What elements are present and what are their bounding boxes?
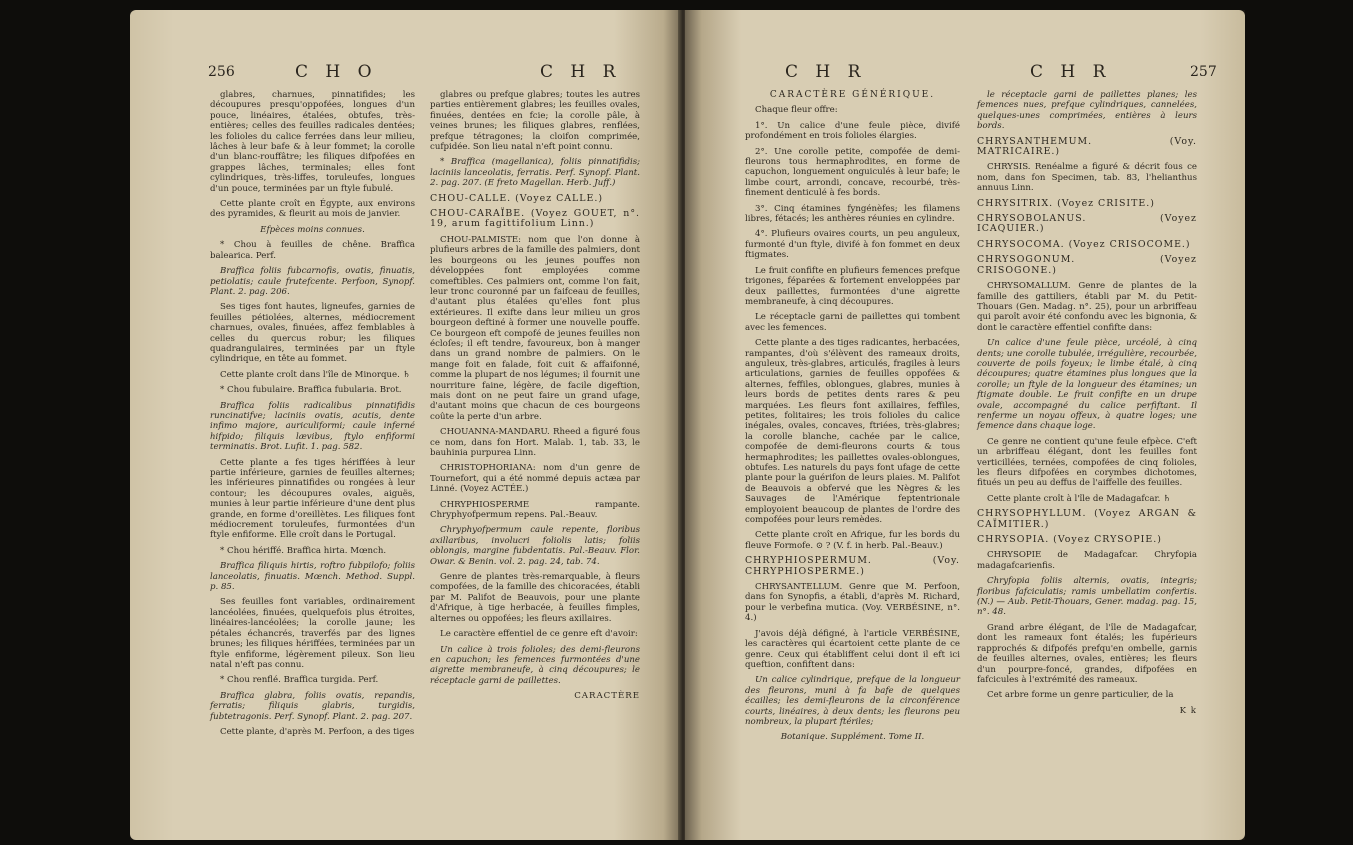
paragraph: * Chou hériffé. Braffica hirta. Mœnch. — [220, 545, 387, 556]
paragraph: CHRISTOPHORIANA: nom d'un genre de Tournefort, qui a été nommé depuis actæa par Linné. (Voyez ACTÉE.) — [430, 463, 640, 495]
paragraph: CHRYSOCOMA. (Voyez CRISOCOME.) — [977, 238, 1191, 250]
paragraph: CHOU-PALMISTE: nom que l'on donne à plufieurs arbres de la famille des palmiers, dont les bourgeons ou les jeunes pouffes non développées font employées comme comeftibles. Ces palmiers ont, comme l'on fait, leur tronc couronné par un faifceau de feuilles, d'autant plus étalées qu'elles font plus extérieures. Il exifte dans leur milieu un gros bourgeon deftiné à former une nouvelle pouffe. Ce bourgeon eft compofé de jeunes feuilles non écloſes; il eft tendre, favoureux, bon à manger dans un grand nombre de palmiers. On le mange foit en falade, foit cuit & affaifonné, comme la plupart de nos légumes; il fournit une nourriture faine, légère, de facile digeftion, mais dont on ne peut faire un grand ufage, d'autant moins que chacun de ces bourgeons coûte la perte d'un arbre. — [430, 234, 640, 422]
paragraph: CHRYSOPHYLLUM. (Voyez ARGAN & CAÏMITIER.) — [977, 508, 1197, 530]
paragraph: Un calice à trois folioles; des demi-fleurons en capuchon; les femences furmontées d'une aigrette membraneufe, à cinq découpures; le réceptacle garni de paillettes. — [430, 644, 640, 686]
paragraph: glabres, charnues, pinnatifides; les découpures presqu'oppofées, longues d'un pouce, linéaires, étalées, obtufes, très-entières; celles des feuilles radicales dentées; les folioles du calice ferrées dans leur milieu, lâches à leur bafe & à leur fommet; la corolle d'un blanc-rouffâtre; les filiques difpofées en grappes lâches, terminales; elles font cylindriques, très-liffes, toruleufes, longues d'un pouce, terminées par un ftyle fubulé. — [210, 90, 415, 194]
paragraph: CHOU-CALLE. (Voyez CALLE.) — [430, 192, 603, 204]
paragraph: CHRYPHIOSPERME rampante. Chryphyofpermum repens. Pal.-Beauv. — [430, 499, 640, 521]
paragraph: * Chou à feuilles de chêne. Braffica balearica. Perf. — [210, 240, 415, 261]
paragraph: Grand arbre élégant, de l'île de Madagafcar, dont les rameaux font étalés; les fupérieurs rapprochés & difpofés prefqu'en ombelle, garnis de feuilles alternes, ovales, entières; les fleurs d'un pourpre-foncé, grandes, difpofées en fafcicules à l'extrémité des rameaux. — [977, 622, 1197, 685]
text-column-1 — [745, 90, 960, 748]
paragraph: glabres ou prefque glabres; toutes les autres parties entièrement glabres; les feuilles ovales, finuées, dentées en fcie; la corolle pâle, à veines brunes; les filiques glabres, renflées, prefque tétragones; la cloifon comprimée, cufpidée. Son lieu natal n'eft point connu. — [430, 90, 640, 153]
page-number: 256 — [208, 64, 235, 80]
running-head-left: C H R — [785, 62, 867, 82]
paragraph: CHOU-CARAÏBE. (Voyez GOUET, n°. 19, arum fagittifolium Linn.) — [430, 208, 640, 230]
paragraph: CHRYSOPIE de Madagafcar. Chryfopia madagafcarienfis. — [977, 550, 1197, 571]
text-column-2 — [430, 90, 640, 707]
paragraph: Cette plante croît dans l'île de Minorque. ♄ — [220, 369, 411, 380]
paragraph: Cet arbre forme un genre particulier, de la — [987, 690, 1174, 701]
paragraph: J'avois déjà défigné, à l'article VERBÉSINE, les caractères qui écartoient cette plante de ce genre. Ceux qui établiffent celui dont il eft ici queftion, confiftent dans: — [745, 628, 960, 670]
paragraph: Cette plante croît en Afrique, fur les bords du fleuve Formofe. ⊙ ? (V. f. in herb. Pal.-Beauv.) — [745, 530, 960, 551]
paragraph: Braffica foliis fubcarnofis, ovatis, finuatis, petiolatis; caule frutefcente. Perfoon, Synopf. Plant. 2. pag. 206. — [210, 266, 415, 297]
paragraph: Cette plante croît en Égypte, aux environs des pyramides, & fleurit au mois de janvier. — [210, 199, 415, 220]
page-number: 257 — [1190, 64, 1217, 80]
paragraph: CARACTÈRE GÉNÉRIQUE. — [769, 90, 936, 100]
paragraph: Chryfopia foliis alternis, ovatis, integris; floribus fafciculatis; ramis umbellatim confertis. (N.) — Aub. Petit-Thouars, Gener. madag. pag. 15, n°. 48. — [977, 576, 1197, 618]
paragraph: CHOUANNA-MANDARU. Rheed a figuré fous ce nom, dans fon Hort. Malab. 1, tab. 33, le bauhinia purpurea Linn. — [430, 427, 640, 458]
paragraph: CHRYSANTELLUM. Genre que M. Perfoon, dans fon Synopfis, a établi, d'après M. Richard, pour le verbefina mutica. (Voy. VERBÉSINE, n°. 4.) — [745, 582, 960, 624]
right-page — [685, 10, 1245, 840]
paragraph: * Chou fubulaire. Braffica fubularia. Brot. — [220, 385, 402, 396]
paragraph: Ce genre ne contient qu'une feule efpèce. C'eft un arbriffeau élégant, dont les feuilles font verticillées, ternées, compofées de cinq folioles, les fleurs difpofées en corymbes dichotomes, fitués un peu au deffus de l'aiffelle des feuilles. — [977, 436, 1197, 489]
paragraph: Ses feuilles font variables, ordinairement lancéolées, finuées, quelquefois plus étroites, linéaires-lancéolées; la corolle jaune; les pétales échancrés, traverfés par des lignes brunes; les filiques hériffées, terminées par un ftyle enfiforme, légèrement pileux. Son lieu natal n'eft pas connu. — [210, 597, 415, 670]
paragraph: CHRYSIS. Renéalme a figuré & décrit fous ce nom, dans fon Specimen, tab. 83, l'helianthus annuus Linn. — [977, 162, 1197, 194]
paragraph: Le fruit confifte en plufieurs femences prefque trigones, féparées & fortement enveloppées par deux paillettes, furmontées d'une aigrette membraneufe, à cinq découpures. — [745, 265, 960, 307]
paragraph: Genre de plantes très-remarquable, à fleurs compofées, de la famille des chicoracées, établi par M. Palifot de Beauvois, pour une plante d'Afrique, à tige herbacée, à feuilles fimples, alternes ou oppofées; les fleurs axillaires. — [430, 572, 640, 624]
paragraph: Braffica glabra, foliis ovatis, repandis, ferratis; filiquis glabris, turgidis, fubtetragonis. Perf. Synopf. Plant. 2. pag. 207. — [210, 690, 415, 722]
paragraph: Ses tiges font hautes, ligneufes, garnies de feuilles pétiolées, alternes, médiocrement charnues, ovales, finuées, affez femblables à celles du quercus robur; les filiques quadrangulaires, terminées par un ftyle cylindrique, en tête au fommet. — [210, 302, 415, 365]
paragraph: Le réceptacle garni de paillettes qui tombent avec les femences. — [745, 312, 960, 333]
open-book — [130, 10, 1245, 840]
paragraph: 4°. Plufieurs ovaires courts, un peu anguleux, furmonté d'un ftyle, divifé à fon fommet en deux ftigmates. — [745, 229, 960, 261]
paragraph: Un calice cylindrique, prefque de la longueur des fleurons, muni à fa bafe de quelques écailles; les demi-fleurons de la circonférence courts, linéaires, à deux dents; les fleurons peu nombreux, la plupart ftériles; — [745, 675, 960, 727]
paragraph: Cette plante a fes tiges hériffées à leur partie inférieure, garnies de feuilles alternes; les inférieures pinnatifides ou rongées à leur contour; les découpures ovales, aiguës, munies à leur partie inférieure d'une dent plus grande, en forme d'oreillètes. Les filiques font médiocrement toruleufes, furmontées d'un ftyle enfiforme. Elle croît dans le Portugal. — [210, 457, 415, 541]
paragraph: Le caractère effentiel de ce genre eft d'avoir: — [440, 629, 638, 640]
paragraph: Braffica filiquis hirtis, roftro fubpilofo; foliis lanceolatis, finuatis. Mœnch. Method. Suppl. p. 85. — [210, 561, 415, 593]
running-head-left: C H O — [295, 62, 378, 82]
paragraph: CARACTÈRE — [574, 691, 640, 702]
paragraph: Chaque fleur offre: — [755, 105, 838, 116]
paragraph: 2°. Une corolle petite, compofée de demi-fleurons tous hermaphrodites, en forme de capuchon, longuement onguiculés à leur bafe; le limbe court, arrondi, concave, recourbé, très-finement denticulé à fes bords. — [745, 146, 960, 199]
paragraph: 1°. Un calice d'une feule pièce, divifé profondément en trois folioles élargies. — [745, 120, 960, 142]
paragraph: * Braffica (magellanica), foliis pinnatifidis; laciniis lanceolatis, ferratis. Perf. Synopf. Plant. 2. pag. 207. (E freto Magellan. Herb. Juff.) — [430, 157, 640, 189]
paragraph: K k — [1179, 705, 1197, 716]
paragraph: CHRYSOGONUM. (Voyez CRISOGONE.) — [977, 254, 1197, 276]
paragraph: Efpèces moins connues. — [260, 224, 365, 235]
left-page — [130, 10, 680, 840]
text-column-1 — [210, 90, 415, 742]
paragraph: CHRYSOMALLUM. Genre de plantes de la famille des gattiliers, établi par M. du Petit-Thouars (Gen. Madag. n°. 25), pour un arbriffeau qui paroît avoir été confondu avec les bignonia, & dont le caractère effentiel confifte dans: — [977, 281, 1197, 333]
paragraph: CHRYSANTHEMUM. (Voy. MATRICAIRE.) — [977, 135, 1197, 158]
running-head-right: C H R — [1030, 62, 1112, 82]
running-head-right: C H R — [540, 62, 622, 82]
paragraph: CHRYSOPIA. (Voyez CRYSOPIE.) — [977, 534, 1162, 546]
paragraph: Cette plante croît à l'île de Madagafcar. ♄ — [987, 493, 1171, 504]
paragraph: le réceptacle garni de paillettes planes; les femences nues, prefque cylindriques, cannelées, quelques-unes comprimées, entières à leurs bords. — [977, 90, 1197, 132]
paragraph: * Chou renflé. Braffica turgida. Perf. — [220, 675, 379, 686]
paragraph: CHRYSOBOLANUS. (Voyez ICAQUIER.) — [977, 213, 1197, 235]
paragraph: CHRYSITRIX. (Voyez CRISITE.) — [977, 197, 1155, 209]
paragraph: CHRYPHIOSPERMUM. (Voy. CHRYPHIOSPERME.) — [745, 555, 960, 577]
paragraph: Cette plante, d'après M. Perfoon, a des tiges — [220, 726, 415, 737]
paragraph: Cette plante a des tiges radicantes, herbacées, rampantes, d'où s'élèvent des rameaux droits, anguleux, très-glabres, articulés, fragiles à leurs articulations, garnies de feuilles oppofées & alternes, feffiles, oblongues, glabres, munies à leurs bords de petites dents rares & peu marquées. Les fleurs font axillaires, feffiles, petites, folitaires; les trois folioles du calice inégales, ovales, concaves, ftriées, très-glabres; la corolle blanche, cachée par le calice, compofée de demi-fleurons courts & tous hermaphrodites; les paillettes ovales-oblongues, obtufes. Les naturels du pays font ufage de cette plante pour la guérifon de leurs plaies. M. Palifot de Beauvois a obfervé que les Nègres & les Sauvages de l'Amérique feptentrionale employoient beaucoup de plantes de l'ordre des compofées pour leurs remèdes. — [745, 338, 960, 526]
paragraph: Un calice d'une feule pièce, urcéolé, à cinq dents; une corolle tubulée, irrégulière, recourbée, couverte de poils foyeux; le limbe étalé, à cinq découpures; quatre étamines plus longues que la corolle; un ftyle de la longueur des étamines; un ftigmate double. Le fruit confifte en un drupe ovale, accompagné du calice perfiftant. Il renferme un noyau offeux, à quatre loges; une femence dans chaque loge. — [977, 338, 1197, 432]
paragraph: Braffica foliis radicalibus pinnatifidis runcinatifve; laciniis ovatis, acutis, dente infimo majore, auriculiformi; caule inferné hifpido; filiquis lævibus, ftylo enfiformi terminatis. Brot. Lufit. 1. pag. 582. — [210, 400, 415, 453]
paragraph: Botanique. Supplément. Tome II. — [780, 732, 925, 743]
paragraph: Chryphyofpermum caule repente, floribus axillaribus, involucri foliolis latis; foliis oblongis, margine fubdentatis. Pal.-Beauv. Flor. Owar. & Benin. vol. 2. pag. 24, tab. 74. — [430, 525, 640, 567]
paragraph: 3°. Cinq étamines fyngénèfes; les filamens libres, fétacés; les anthères réunies en cylindre. — [745, 203, 960, 225]
text-column-2 — [977, 90, 1197, 721]
